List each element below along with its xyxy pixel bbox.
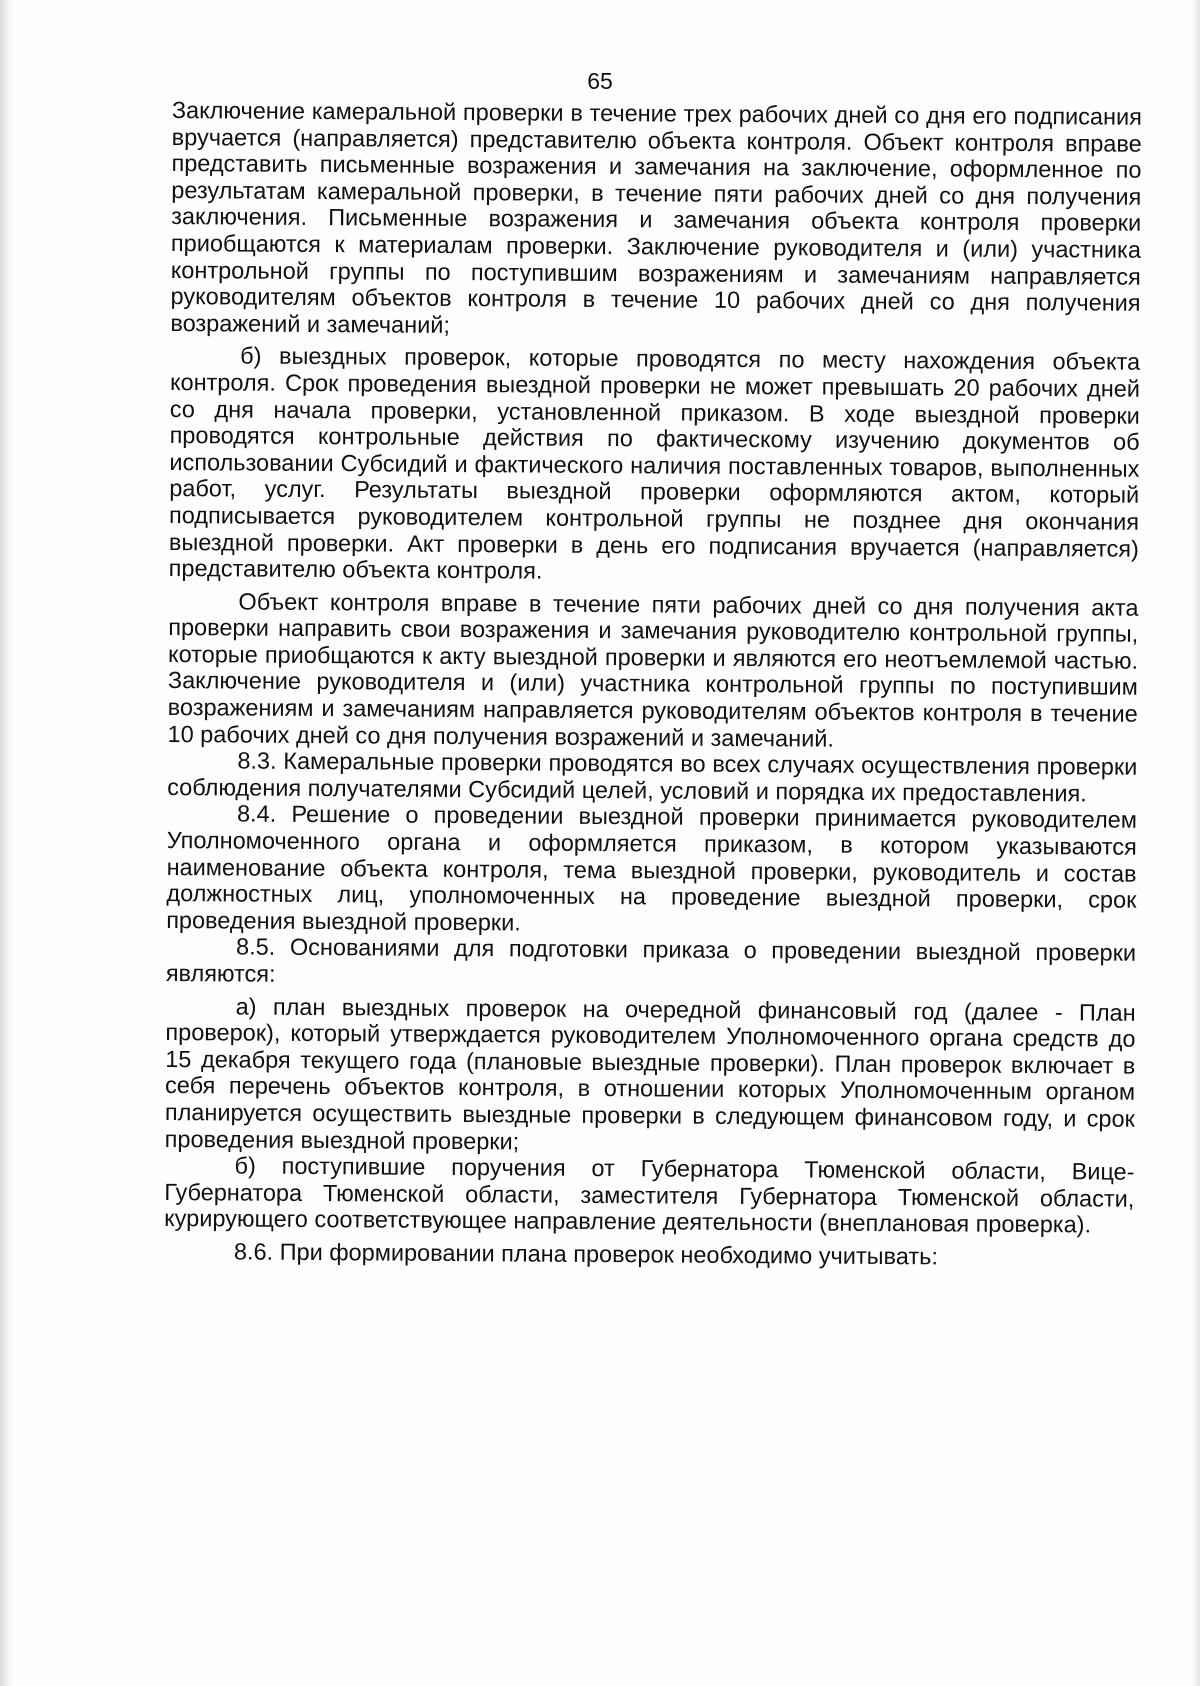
scan-edge-left <box>0 0 14 1686</box>
paragraph-field-audits: б) выездных проверок, которые проводятся по месту нахождения объекта контроля. Срок проведения выездной проверки не может превышать 20 рабочих дней со дня начала проверки, установленной приказом. В ходе выездной проверки проводятся контрольные действия по фактическому изучению документов об использовании Субсидий и фактического наличия поставленных товаров, выполненных работ, услуг. Результаты выездной проверки оформляются актом, который подписывается руководителем контрольной группы не позднее дня окончания выездной проверки. Акт проверки в день его подписания вручается (направляется) представителю объекта контроля. <box>168 342 1141 584</box>
scan-edge-right <box>1190 0 1200 1686</box>
paragraph-8-4: 8.4. Решение о проведении выездной проверки принимается руководителем Уполномоченного органа и оформляется приказом, в котором указываются наименование объекта контроля, тема выездной проверки, руководитель и состав должностных лиц, уполномоченных на проведение выездной проверки, срок проведения выездной проверки. <box>166 800 1138 936</box>
paragraph-8-3: 8.3. Камеральные проверки проводятся во всех случаях осуществления проверки соблюдения получателями Субсидий целей, условий и порядка их предоставления. <box>167 747 1138 807</box>
paragraph-objections: Объект контроля вправе в течение пяти рабочих дней со дня получения акта проверки направить свои возражения и замечания руководителю контрольной группы, которые приобщаются к акту выездной проверки и являются его неотъемлемой частью. Заключение руководителя и (или) участника контрольной группы по поступившим возражениям и замечаниям направляется руководителям объектов контроля в течение 10 рабочих дней со дня получения возражений и замечаний. <box>167 588 1139 752</box>
paragraph-8-6: 8.6. При формировании плана проверок необходимо учитывать: <box>233 1238 939 1270</box>
document-body <box>164 97 1142 1271</box>
paragraph-8-5: 8.5. Основаниями для подготовки приказа о проведении выездной проверки являются: <box>165 933 1137 987</box>
paragraph-conclusion-desk-audit: Заключение камеральной проверки в течение трех рабочих дней со дня его подписания вручается (направляется) представителю объекта контроля. Объект контроля вправе представить письменные возражения и замечания на заключение, оформленное по результатам камеральной проверки, в течение пяти рабочих дней со дня получения заключения. Письменные возражения и замечания объекта контроля проверки приобщаются к материалам проверки. Заключение руководителя и (или) участника контрольной группы по поступившим возражениям и замечаниям направляется руководителям объектов контроля в течение 10 рабочих дней со дня получения возражений и замечаний; <box>170 97 1142 338</box>
paragraph-8-5-b: б) поступившие поручения от Губернатора Тюменской области, Вице-Губернатора Тюменской области, заместителя Губернатора Тюменской области, курирующего соответствующее направление деятельности (внеплановая проверка). <box>164 1152 1135 1238</box>
paragraph-8-5-a: а) план выездных проверок на очередной финансовый год (далее - План проверок), который утверждается руководителем Уполномоченного органа средств до 15 декабря текущего года (плановые выездные проверки). План проверок включает в себя перечень объектов контроля, в отношении которых Уполномоченным органом планируется осуществить выездные проверки в следующем финансовом году, и срок проведения выездной проверки; <box>164 993 1136 1155</box>
page-number: 65 <box>587 68 613 94</box>
